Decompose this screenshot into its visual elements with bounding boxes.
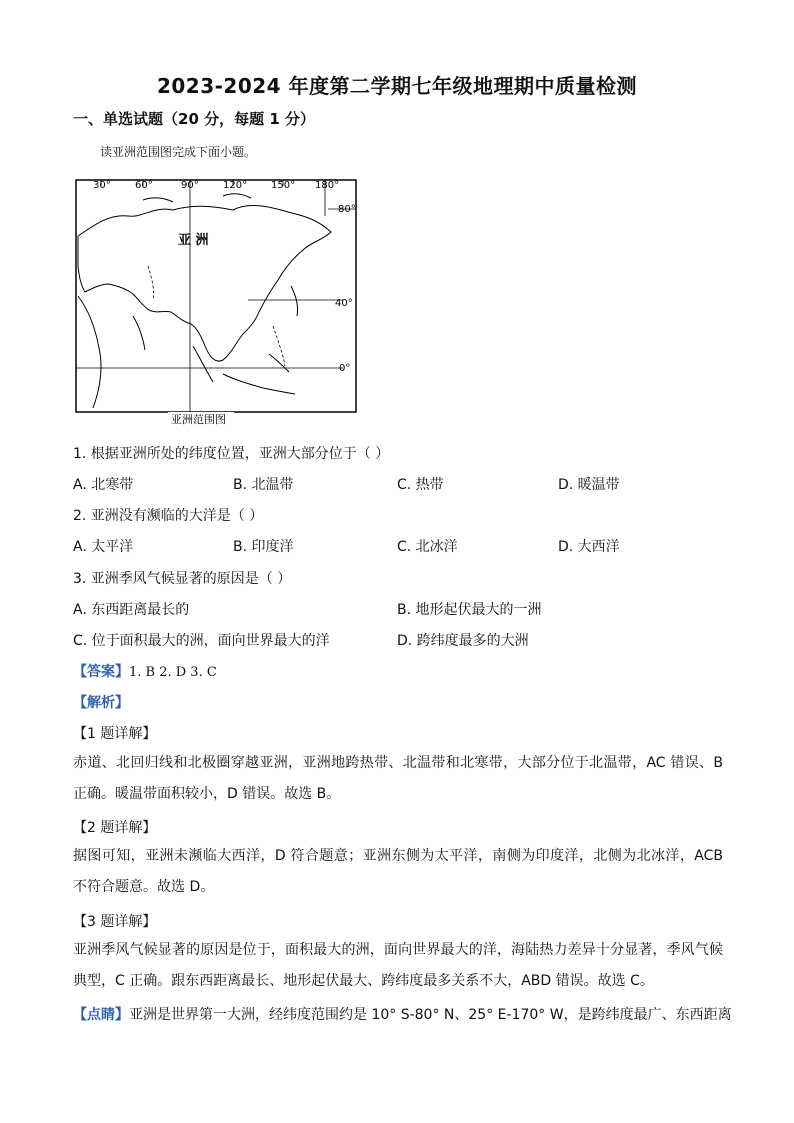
lat-label-0: 0° [339, 363, 351, 374]
q2-option-a: A. 太平洋 [73, 539, 134, 555]
answer-line [73, 661, 217, 681]
lat-label-80: 80° [338, 204, 356, 215]
answer-tag: 【答案】 [73, 664, 129, 680]
q1-option-d: D. 暖温带 [558, 477, 620, 493]
tip-line [73, 1004, 732, 1024]
detail-2-tag: 【2 题详解】 [73, 820, 157, 836]
asia-map [73, 176, 363, 428]
q3-option-b: B. 地形起伏最大的一洲 [397, 602, 542, 618]
detail-3-tag: 【3 题详解】 [73, 914, 157, 930]
q3-option-a: A. 东西距离最长的 [73, 602, 190, 618]
map-caption: 亚洲范围图 [171, 413, 226, 426]
detail-1-tag: 【1 题详解】 [73, 726, 157, 742]
q1-option-c: C. 热带 [397, 477, 444, 493]
lon-label-60: 60° [135, 180, 153, 191]
detail-2-text: 据图可知，亚洲未濒临大西洋，D 符合题意；亚洲东侧为太平洋，南侧为印度洋，北侧为北冰洋，ACB 不符合题意。故选 D。 [73, 848, 723, 895]
lon-label-180: 180° [315, 180, 340, 191]
lon-label-120: 120° [223, 180, 248, 191]
analysis-tag: 【解析】 [73, 695, 129, 711]
q3-option-d: D. 跨纬度最多的大洲 [397, 633, 529, 649]
lon-label-150: 150° [271, 180, 296, 191]
lon-label-30: 30° [93, 180, 111, 191]
question-1-stem: 1. 根据亚洲所处的纬度位置，亚洲大部分位于（ ） [73, 446, 390, 462]
tip-text: 亚洲是世界第一大洲，经纬度范围约是 10° S-80° N、25° E-170° W，是跨纬度最广、东西距离 [129, 1007, 732, 1023]
question-3-stem: 3. 亚洲季风气候显著的原因是（ ） [73, 571, 292, 587]
section-heading: 一、单选试题（20 分，每题 1 分） [73, 110, 315, 128]
q2-option-b: B. 印度洋 [233, 539, 294, 555]
tip-tag: 【点睛】 [73, 1007, 129, 1023]
lat-label-40: 40° [335, 298, 353, 309]
detail-3-text: 亚洲季风气候显著的原因是位于，面积最大的洲，面向世界最大的洋，海陆热力差异十分显著，季风气候典型，C 正确。跟东西距离最长、地形起伏最大、跨纬度最多关系不大，ABD 错误。故选 C。 [73, 942, 723, 989]
lon-label-90: 90° [181, 180, 199, 191]
question-2-stem: 2. 亚洲没有濒临的大洋是（ ） [73, 508, 264, 524]
page-title: 2023-2024 年度第二学期七年级地理期中质量检测 [156, 74, 638, 98]
q2-option-c: C. 北冰洋 [397, 539, 458, 555]
intro-text: 读亚洲范围图完成下面小题。 [100, 145, 257, 159]
detail-1-text: 赤道、北回归线和北极圈穿越亚洲，亚洲地跨热带、北温带和北寒带，大部分位于北温带，AC 错误、B 正确。暖温带面积较小，D 错误。故选 B。 [73, 755, 723, 802]
continent-label: 亚 洲 [178, 233, 209, 248]
q3-option-c: C. 位于面积最大的洲，面向世界最大的洋 [73, 633, 330, 649]
q2-option-d: D. 大西洋 [558, 539, 620, 555]
answer-values: 1. B 2. D 3. C [129, 665, 217, 680]
q1-option-b: B. 北温带 [233, 477, 294, 493]
q1-option-a: A. 北寒带 [73, 477, 134, 493]
